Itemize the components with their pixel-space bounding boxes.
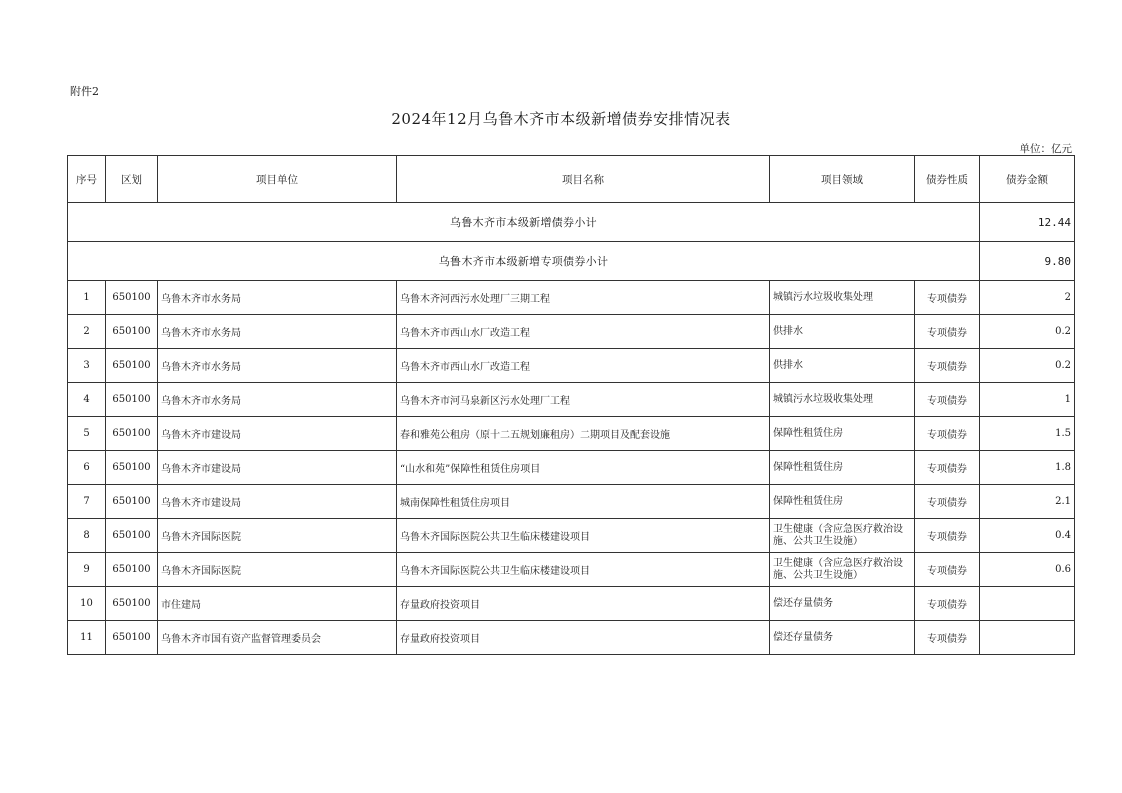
- page-title: 2024年12月乌鲁木齐市本级新增债券安排情况表: [391, 110, 731, 128]
- cell-amount: 0.6: [980, 553, 1075, 587]
- cell-domain: 保障性租赁住房: [770, 417, 915, 451]
- cell-domain: 供排水: [770, 315, 915, 349]
- table-row: [68, 621, 1075, 655]
- cell-unit: 乌鲁木齐市水务局: [158, 281, 397, 315]
- cell-nature: 专项债券: [915, 383, 980, 417]
- header-unit: 项目单位: [158, 156, 397, 203]
- table-row: [68, 281, 1075, 315]
- cell-domain: 卫生健康（含应急医疗救治设施、公共卫生设施）: [770, 553, 915, 587]
- cell-nature: 专项债券: [915, 485, 980, 519]
- cell-nature: 专项债券: [915, 553, 980, 587]
- cell-amount: 1: [980, 383, 1075, 417]
- cell-amount: 0.2: [980, 349, 1075, 383]
- cell-district: 650100: [106, 417, 158, 451]
- cell-district: 650100: [106, 485, 158, 519]
- cell-project-name: 乌鲁木齐国际医院公共卫生临床楼建设项目: [397, 553, 770, 587]
- cell-project-name: 乌鲁木齐市河马泉新区污水处理厂工程: [397, 383, 770, 417]
- cell-nature: 专项债券: [915, 621, 980, 655]
- cell-seq: 2: [68, 315, 106, 349]
- attachment-label: 附件2: [70, 85, 99, 98]
- cell-seq: 6: [68, 451, 106, 485]
- cell-seq: 9: [68, 553, 106, 587]
- cell-amount: 1.5: [980, 417, 1075, 451]
- cell-seq: 10: [68, 587, 106, 621]
- cell-district: 650100: [106, 451, 158, 485]
- cell-project-name: “山水和苑”保障性租赁住房项目: [397, 451, 770, 485]
- table-row: [68, 485, 1075, 519]
- cell-unit: 乌鲁木齐市建设局: [158, 417, 397, 451]
- header-amount: 债券金额: [980, 156, 1075, 203]
- cell-unit: 乌鲁木齐国际医院: [158, 519, 397, 553]
- cell-project-name: 存量政府投资项目: [397, 621, 770, 655]
- cell-nature: 专项债券: [915, 519, 980, 553]
- table-row: [68, 519, 1075, 553]
- table-row: [68, 553, 1075, 587]
- cell-unit: 乌鲁木齐市水务局: [158, 383, 397, 417]
- cell-unit: 乌鲁木齐市国有资产监督管理委员会: [158, 621, 397, 655]
- header-district: 区划: [106, 156, 158, 203]
- cell-amount: 1.8: [980, 451, 1075, 485]
- table-row: [68, 315, 1075, 349]
- cell-domain: 城镇污水垃圾收集处理: [770, 383, 915, 417]
- cell-seq: 11: [68, 621, 106, 655]
- header-name: 项目名称: [397, 156, 770, 203]
- cell-project-name: 乌鲁木齐市西山水厂改造工程: [397, 315, 770, 349]
- cell-district: 650100: [106, 315, 158, 349]
- cell-project-name: 存量政府投资项目: [397, 587, 770, 621]
- cell-amount: 0.4: [980, 519, 1075, 553]
- table-row: [68, 383, 1075, 417]
- cell-domain: 偿还存量债务: [770, 587, 915, 621]
- cell-project-name: 乌鲁木齐市西山水厂改造工程: [397, 349, 770, 383]
- cell-district: 650100: [106, 621, 158, 655]
- subtotal-amount: 12.44: [980, 203, 1075, 242]
- subtotal-row: [68, 242, 1075, 281]
- table-row: [68, 417, 1075, 451]
- cell-project-name: 城南保障性租赁住房项目: [397, 485, 770, 519]
- cell-seq: 1: [68, 281, 106, 315]
- table-row: [68, 451, 1075, 485]
- cell-district: 650100: [106, 553, 158, 587]
- cell-domain: 供排水: [770, 349, 915, 383]
- table-header-row: [68, 156, 1075, 203]
- unit-label: 单位：亿元: [1019, 143, 1072, 155]
- cell-seq: 5: [68, 417, 106, 451]
- cell-district: 650100: [106, 349, 158, 383]
- cell-domain: 卫生健康（含应急医疗救治设施、公共卫生设施）: [770, 519, 915, 553]
- subtotal-amount: 9.80: [980, 242, 1075, 281]
- cell-amount: 2.1: [980, 485, 1075, 519]
- header-seq: 序号: [68, 156, 106, 203]
- cell-nature: 专项债券: [915, 451, 980, 485]
- cell-amount: [980, 621, 1075, 655]
- cell-domain: 城镇污水垃圾收集处理: [770, 281, 915, 315]
- cell-unit: 乌鲁木齐市水务局: [158, 315, 397, 349]
- cell-domain: 偿还存量债务: [770, 621, 915, 655]
- cell-unit: 乌鲁木齐市建设局: [158, 485, 397, 519]
- cell-district: 650100: [106, 519, 158, 553]
- cell-seq: 3: [68, 349, 106, 383]
- cell-seq: 4: [68, 383, 106, 417]
- cell-district: 650100: [106, 587, 158, 621]
- cell-nature: 专项债券: [915, 417, 980, 451]
- cell-nature: 专项债券: [915, 315, 980, 349]
- subtotal-label: 乌鲁木齐市本级新增债券小计: [68, 203, 980, 242]
- cell-project-name: 春和雅苑公租房（原十二五规划廉租房）二期项目及配套设施: [397, 417, 770, 451]
- cell-nature: 专项债券: [915, 349, 980, 383]
- header-nature: 债券性质: [915, 156, 980, 203]
- cell-domain: 保障性租赁住房: [770, 451, 915, 485]
- cell-amount: 2: [980, 281, 1075, 315]
- header-domain: 项目领域: [770, 156, 915, 203]
- cell-unit: 乌鲁木齐市水务局: [158, 349, 397, 383]
- table-row: [68, 587, 1075, 621]
- cell-unit: 乌鲁木齐市建设局: [158, 451, 397, 485]
- cell-district: 650100: [106, 281, 158, 315]
- cell-domain: 保障性租赁住房: [770, 485, 915, 519]
- cell-district: 650100: [106, 383, 158, 417]
- cell-seq: 7: [68, 485, 106, 519]
- subtotal-label: 乌鲁木齐市本级新增专项债券小计: [68, 242, 980, 281]
- cell-amount: [980, 587, 1075, 621]
- cell-project-name: 乌鲁木齐河西污水处理厂三期工程: [397, 281, 770, 315]
- table-row: [68, 349, 1075, 383]
- cell-seq: 8: [68, 519, 106, 553]
- cell-nature: 专项债券: [915, 281, 980, 315]
- cell-amount: 0.2: [980, 315, 1075, 349]
- cell-project-name: 乌鲁木齐国际医院公共卫生临床楼建设项目: [397, 519, 770, 553]
- bond-allocation-table: [67, 155, 1075, 655]
- subtotal-row: [68, 203, 1075, 242]
- cell-unit: 乌鲁木齐国际医院: [158, 553, 397, 587]
- cell-nature: 专项债券: [915, 587, 980, 621]
- cell-unit: 市住建局: [158, 587, 397, 621]
